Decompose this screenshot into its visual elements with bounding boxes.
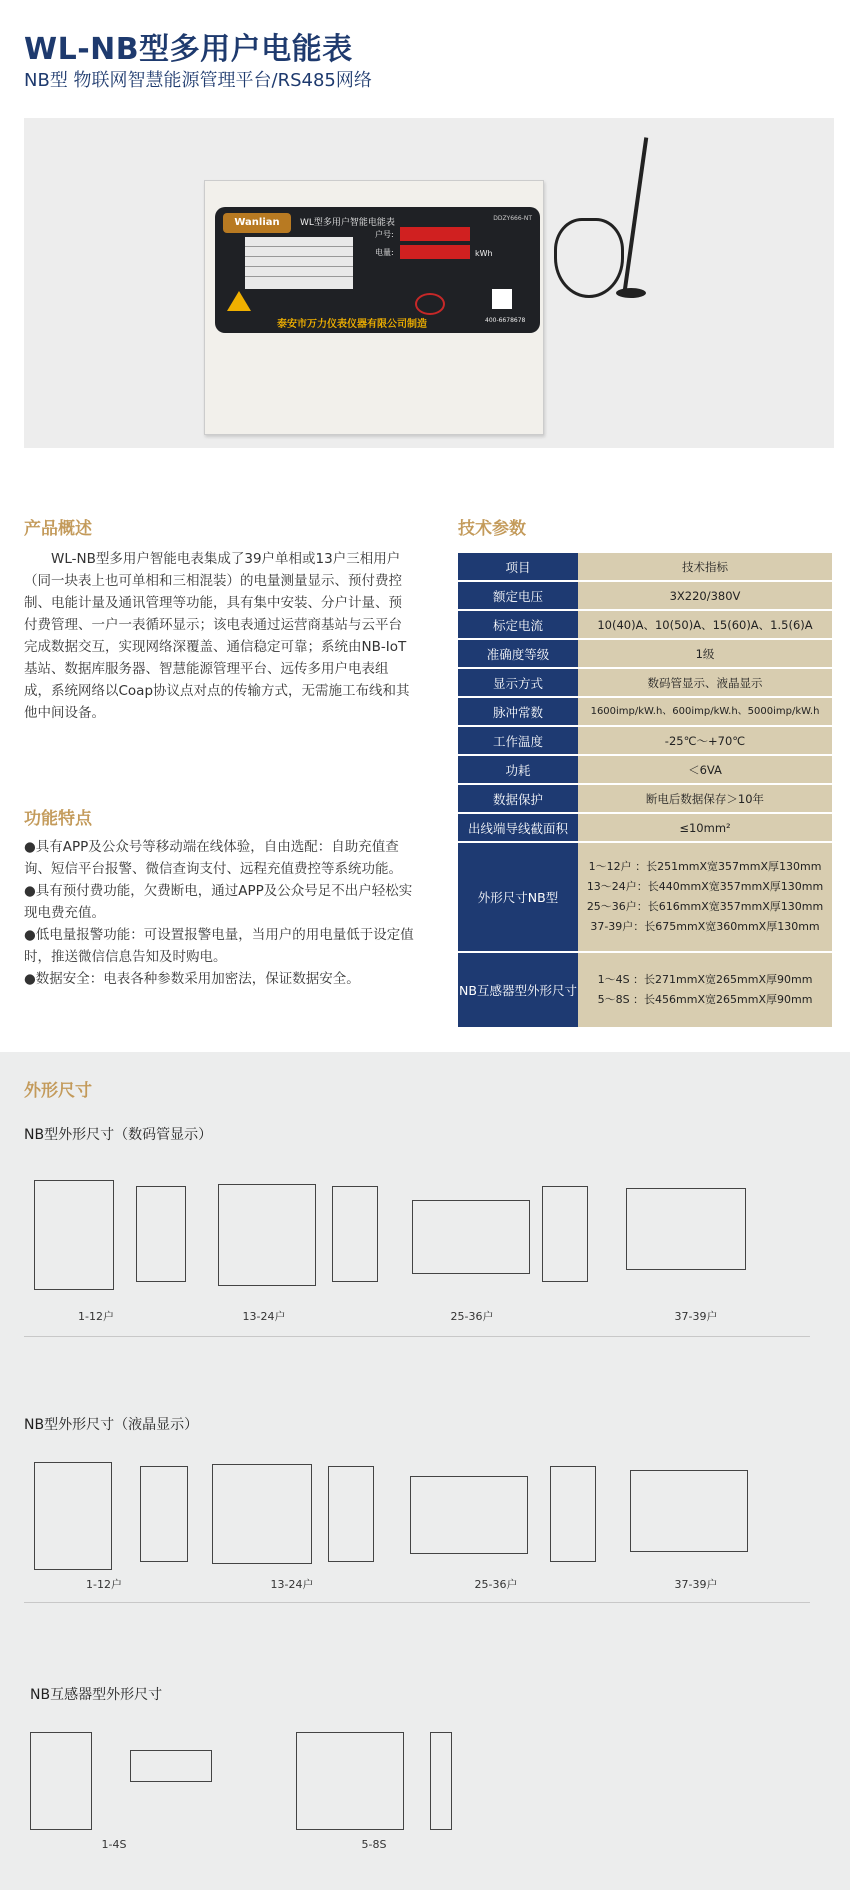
page-subtitle: NB型 物联网智慧能源管理平台/RS485网络 <box>24 70 372 91</box>
drawing-side <box>542 1186 588 1282</box>
energy-segment-display <box>400 245 470 259</box>
divider <box>24 1602 810 1603</box>
drawing-label: 13-24户 <box>242 1310 286 1323</box>
spec-header-row <box>458 553 832 580</box>
nameplate-table <box>245 237 353 289</box>
display-model: DDZY666-NT <box>493 215 532 222</box>
spec-key: 出线端导线截面积 <box>458 814 578 841</box>
drawing-front <box>212 1464 312 1564</box>
drawing-label: 37-39户 <box>674 1310 718 1323</box>
spec-value: 1级 <box>578 640 832 667</box>
spec-value-list <box>578 953 832 1027</box>
display-title: WL型多用户智能电能表 <box>300 218 395 228</box>
drawing-front <box>30 1732 92 1830</box>
spec-value-line: 37-39户：长675mmX宽360mmX厚130mm <box>590 920 820 933</box>
group1-title: NB型外形尺寸（数码管显示） <box>24 1127 213 1143</box>
meter-cabinet <box>204 180 544 435</box>
spec-value-line: 1～12户 ：长251mmX宽357mmX厚130mm <box>588 860 822 873</box>
feature-item: ●数据安全：电表各种参数采用加密法，保证数据安全。 <box>24 971 360 987</box>
drawing-front <box>296 1732 404 1830</box>
warning-icon <box>227 291 251 311</box>
spec-table <box>458 551 832 1029</box>
group3-title: NB互感器型外形尺寸 <box>30 1687 163 1703</box>
spec-row <box>458 785 832 812</box>
spec-value: -25℃～+70℃ <box>578 727 832 754</box>
drawing-label: 1-4S <box>101 1838 127 1851</box>
spec-value: 1600imp/kW.h、600imp/kW.h、5000imp/kW.h <box>578 698 832 725</box>
dimensions-title: 外形尺寸 <box>24 1081 92 1101</box>
spec-row <box>458 727 832 754</box>
spec-key: 数据保护 <box>458 785 578 812</box>
drawing-label: 25-36户 <box>450 1310 494 1323</box>
phone: 400-6678678 <box>485 317 526 324</box>
drawing-side <box>130 1750 212 1782</box>
specs-title: 技术参数 <box>458 519 526 539</box>
drawing-side <box>332 1186 378 1282</box>
spec-row <box>458 814 832 841</box>
drawing-front <box>34 1180 114 1290</box>
drawing-label: 25-36户 <box>474 1578 518 1591</box>
spec-value-line: 1～4S ：长271mmX宽265mmX厚90mm <box>597 973 813 986</box>
drawing-front <box>412 1200 530 1274</box>
qr-code-icon <box>492 289 512 309</box>
drawing-label: 5-8S <box>361 1838 387 1851</box>
overview-text: WL-NB型多用户智能电表集成了39户单相或13户三相用户（同一块表上也可单相和三相混装）的电量测量显示、预付费控制、电能计量及通讯管理等功能，具有集中安装、分户计量、预付费管理、一户一表循环显示；该电表通过运营商基站与云平台完成数据交互，实现网络深覆盖、通信稳定可靠；系统由NB-IoT基站、数据库服务器、智慧能源管理平台、远传多用户电表组成，系统网络以Coap协议点对点的传输方式，无需施工布线和其他中间设备。 <box>24 551 410 721</box>
spec-row <box>458 640 832 667</box>
feature-item: ●具有预付费功能，欠费断电，通过APP及公众号足不出户轻松实现电费充值。 <box>24 883 413 921</box>
overview-title: 产品概述 <box>24 519 92 539</box>
group2-title: NB型外形尺寸（液晶显示） <box>24 1417 199 1433</box>
feature-item: ●低电量报警功能：可设置报警电量，当用户的用电量低于设定值时，推送微信信息告知及时购电。 <box>24 927 414 965</box>
feature-item: ●具有APP及公众号等移动端在线体验，自由选配：自助充值查询、短信平台报警、微信查询支付、远程充值费控等系统功能。 <box>24 839 402 877</box>
spec-key: 标定电流 <box>458 611 578 638</box>
spec-value-list <box>578 843 832 951</box>
spec-row <box>458 698 832 725</box>
spec-key: 显示方式 <box>458 669 578 696</box>
drawing-front <box>626 1188 746 1270</box>
spec-key: 工作温度 <box>458 727 578 754</box>
spec-row <box>458 756 832 783</box>
spec-row <box>458 611 832 638</box>
spec-value: 断电后数据保存＞10年 <box>578 785 832 812</box>
spec-row-nb-size <box>458 843 832 951</box>
spec-row <box>458 582 832 609</box>
spec-key: 准确度等级 <box>458 640 578 667</box>
drawing-label: 13-24户 <box>270 1578 314 1591</box>
spec-key: 脉冲常数 <box>458 698 578 725</box>
spec-key: 额定电压 <box>458 582 578 609</box>
spec-row-ct-size <box>458 953 832 1027</box>
drawing-side <box>136 1186 186 1282</box>
spec-value: 数码管显示、液晶显示 <box>578 669 832 696</box>
divider <box>24 1336 810 1337</box>
drawing-label: 37-39户 <box>674 1578 718 1591</box>
energy-label: 电量: <box>375 248 394 257</box>
room-label: 户号: <box>375 230 394 239</box>
drawing-side <box>140 1466 188 1562</box>
nfc-icon <box>415 293 445 315</box>
spec-value: 10(40)A、10(50)A、15(60)A、1.5(6)A <box>578 611 832 638</box>
drawing-front <box>218 1184 316 1286</box>
drawing-label: 1-12户 <box>86 1578 122 1591</box>
features-list <box>24 836 414 990</box>
drawing-front <box>630 1470 748 1552</box>
spec-value: ＜6VA <box>578 756 832 783</box>
spec-value: 3X220/380V <box>578 582 832 609</box>
spec-key: 外形尺寸NB型 <box>458 843 578 951</box>
product-photo <box>24 118 834 448</box>
brand-logo: Wanlian <box>223 213 291 233</box>
antenna-cable <box>554 218 624 298</box>
spec-value-line: 25～36户：长616mmX宽357mmX厚130mm <box>586 900 824 913</box>
drawing-side <box>550 1466 596 1562</box>
drawing-front <box>410 1476 528 1554</box>
company-name: 泰安市万力仪表仪器有限公司制造 <box>277 319 427 330</box>
unit-label: kWh <box>475 249 493 258</box>
drawing-label: 1-12户 <box>78 1310 114 1323</box>
page-title: WL-NB型多用户电能表 <box>24 32 353 67</box>
antenna-icon <box>622 137 648 296</box>
antenna-base <box>616 288 646 298</box>
spec-value-line: 5～8S ：长456mmX宽265mmX厚90mm <box>597 993 813 1006</box>
spec-value-line: 13～24户：长440mmX宽357mmX厚130mm <box>586 880 824 893</box>
spec-header-value: 技术指标 <box>578 553 832 580</box>
spec-key: 功耗 <box>458 756 578 783</box>
meter-display <box>215 207 540 333</box>
drawing-side <box>328 1466 374 1562</box>
spec-value: ≤10mm² <box>578 814 832 841</box>
drawing-side <box>430 1732 452 1830</box>
features-title: 功能特点 <box>24 809 92 829</box>
spec-row <box>458 669 832 696</box>
drawing-front <box>34 1462 112 1570</box>
spec-header-item: 项目 <box>458 553 578 580</box>
room-segment-display <box>400 227 470 241</box>
dimensions-section <box>0 1052 850 1890</box>
spec-key: NB互感器型外形尺寸 <box>458 953 578 1027</box>
